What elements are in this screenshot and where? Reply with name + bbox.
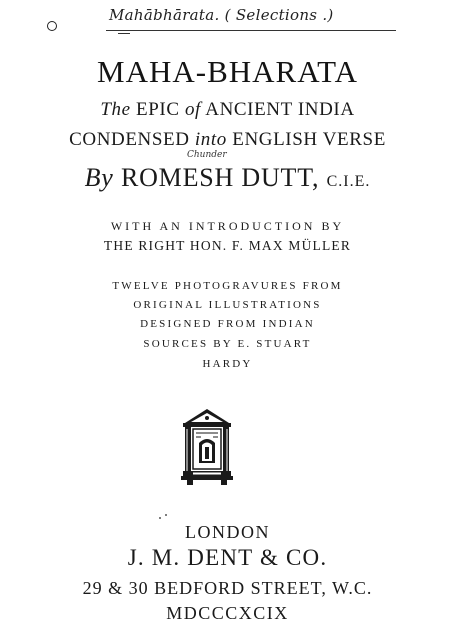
subtitle-condensed: CONDENSED xyxy=(69,129,190,150)
printer-device-emblem-icon xyxy=(181,407,233,485)
handwritten-underline-mark xyxy=(118,33,130,34)
author-line xyxy=(0,163,455,193)
handwritten-underline xyxy=(106,30,396,31)
handwritten-insert: Chunder xyxy=(187,150,227,160)
illustrations-line: ORIGINAL ILLUSTRATIONS xyxy=(133,299,322,311)
imprint-address: 29 & 30 BEDFORD STREET, W.C. xyxy=(82,578,373,598)
introduction-line-1: WITH AN INTRODUCTION BY xyxy=(110,219,345,233)
subtitle-the: The xyxy=(100,99,131,120)
subtitle-line-1 xyxy=(0,99,455,121)
ink-speck xyxy=(159,517,161,519)
introduction-line-2: THE RIGHT HON. F. MAX MÜLLER xyxy=(103,238,352,253)
subtitle-epic: EPIC xyxy=(136,99,180,120)
subtitle-ancient-india: ANCIENT INDIA xyxy=(205,99,355,120)
circle-mark-icon xyxy=(47,21,57,31)
imprint-year: MDCCCXCIX xyxy=(166,603,289,623)
subtitle-into: into xyxy=(194,129,227,150)
author-honor: C.I.E. xyxy=(326,173,371,190)
imprint-publisher: J. M. DENT & CO. xyxy=(127,545,328,570)
author-by: By xyxy=(84,163,114,192)
imprint-city: LONDON xyxy=(185,522,270,542)
illustrations-line: SOURCES BY E. STUART xyxy=(143,338,312,350)
illustrations-line: HARDY xyxy=(202,358,253,370)
author-name: ROMESH DUTT, xyxy=(120,163,320,192)
handwritten-annotation: Mahābhārata. ( Selections .) xyxy=(109,6,334,24)
book-title: MAHA-BHARATA xyxy=(97,54,358,89)
ink-speck xyxy=(165,514,167,516)
subtitle-english-verse: ENGLISH VERSE xyxy=(232,129,386,150)
subtitle-of: of xyxy=(184,99,201,120)
subtitle-line-2 xyxy=(0,129,455,151)
illustrations-line: DESIGNED FROM INDIAN xyxy=(140,318,315,330)
illustrations-line: TWELVE PHOTOGRAVURES FROM xyxy=(112,280,343,292)
